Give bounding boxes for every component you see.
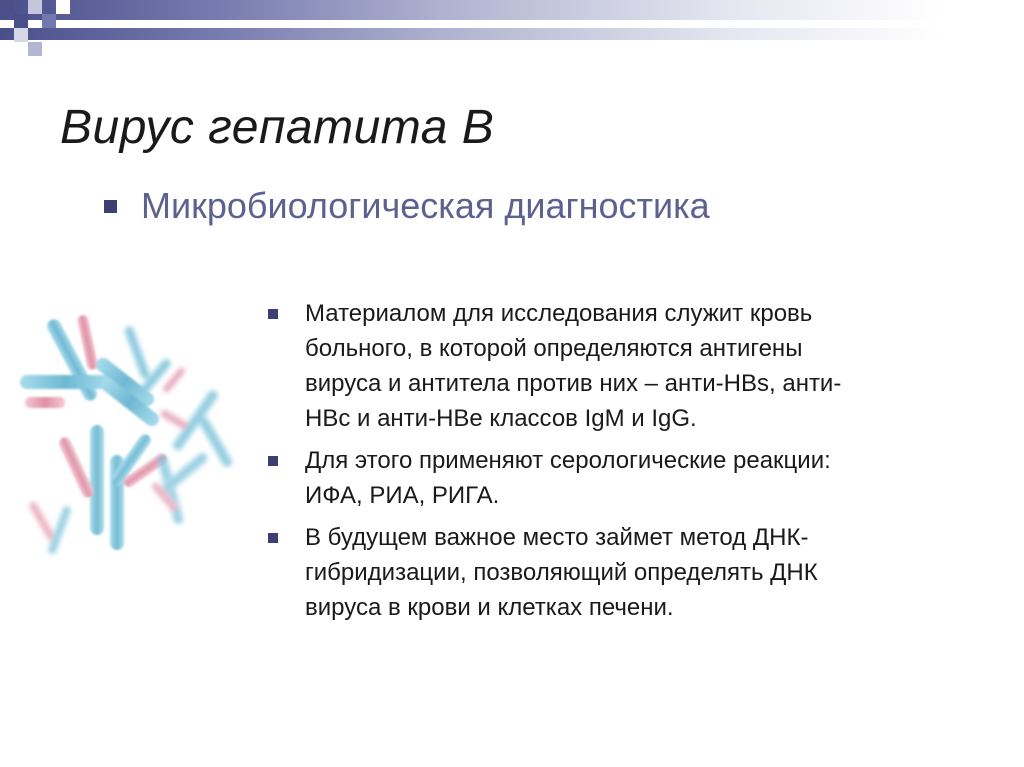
corner-squares-decoration — [0, 0, 90, 60]
bullet-text: Материалом для исследования служит кровь больного, в которой определяются антигены вируса и антитела против них – анти-НВs, анти- НВс и анти-НВе классов IgM и IgG. — [305, 300, 842, 432]
square-bullet-icon — [268, 456, 278, 466]
bullet-text: В будущем важное место займет метод ДНК- гибридизации, позволяющий определять ДНК вируса в крови и клетках печени. — [305, 524, 818, 621]
square-bullet-icon — [104, 200, 117, 213]
list-item — [268, 443, 968, 513]
list-item — [268, 296, 968, 436]
antibody-molecules-illustration — [10, 305, 270, 575]
square-bullet-icon — [268, 533, 278, 543]
subtitle-row — [104, 185, 710, 227]
header-white-strip — [0, 20, 1024, 28]
square-bullet-icon — [268, 309, 278, 319]
slide-title: Вирус гепатита В — [60, 101, 495, 154]
slide-subtitle: Микробиологическая диагностика — [141, 185, 710, 226]
bullet-text: Для этого применяют серологические реакции: ИФА, РИА, РИГА. — [305, 447, 831, 509]
list-item — [268, 520, 968, 625]
bullet-list — [268, 296, 968, 632]
